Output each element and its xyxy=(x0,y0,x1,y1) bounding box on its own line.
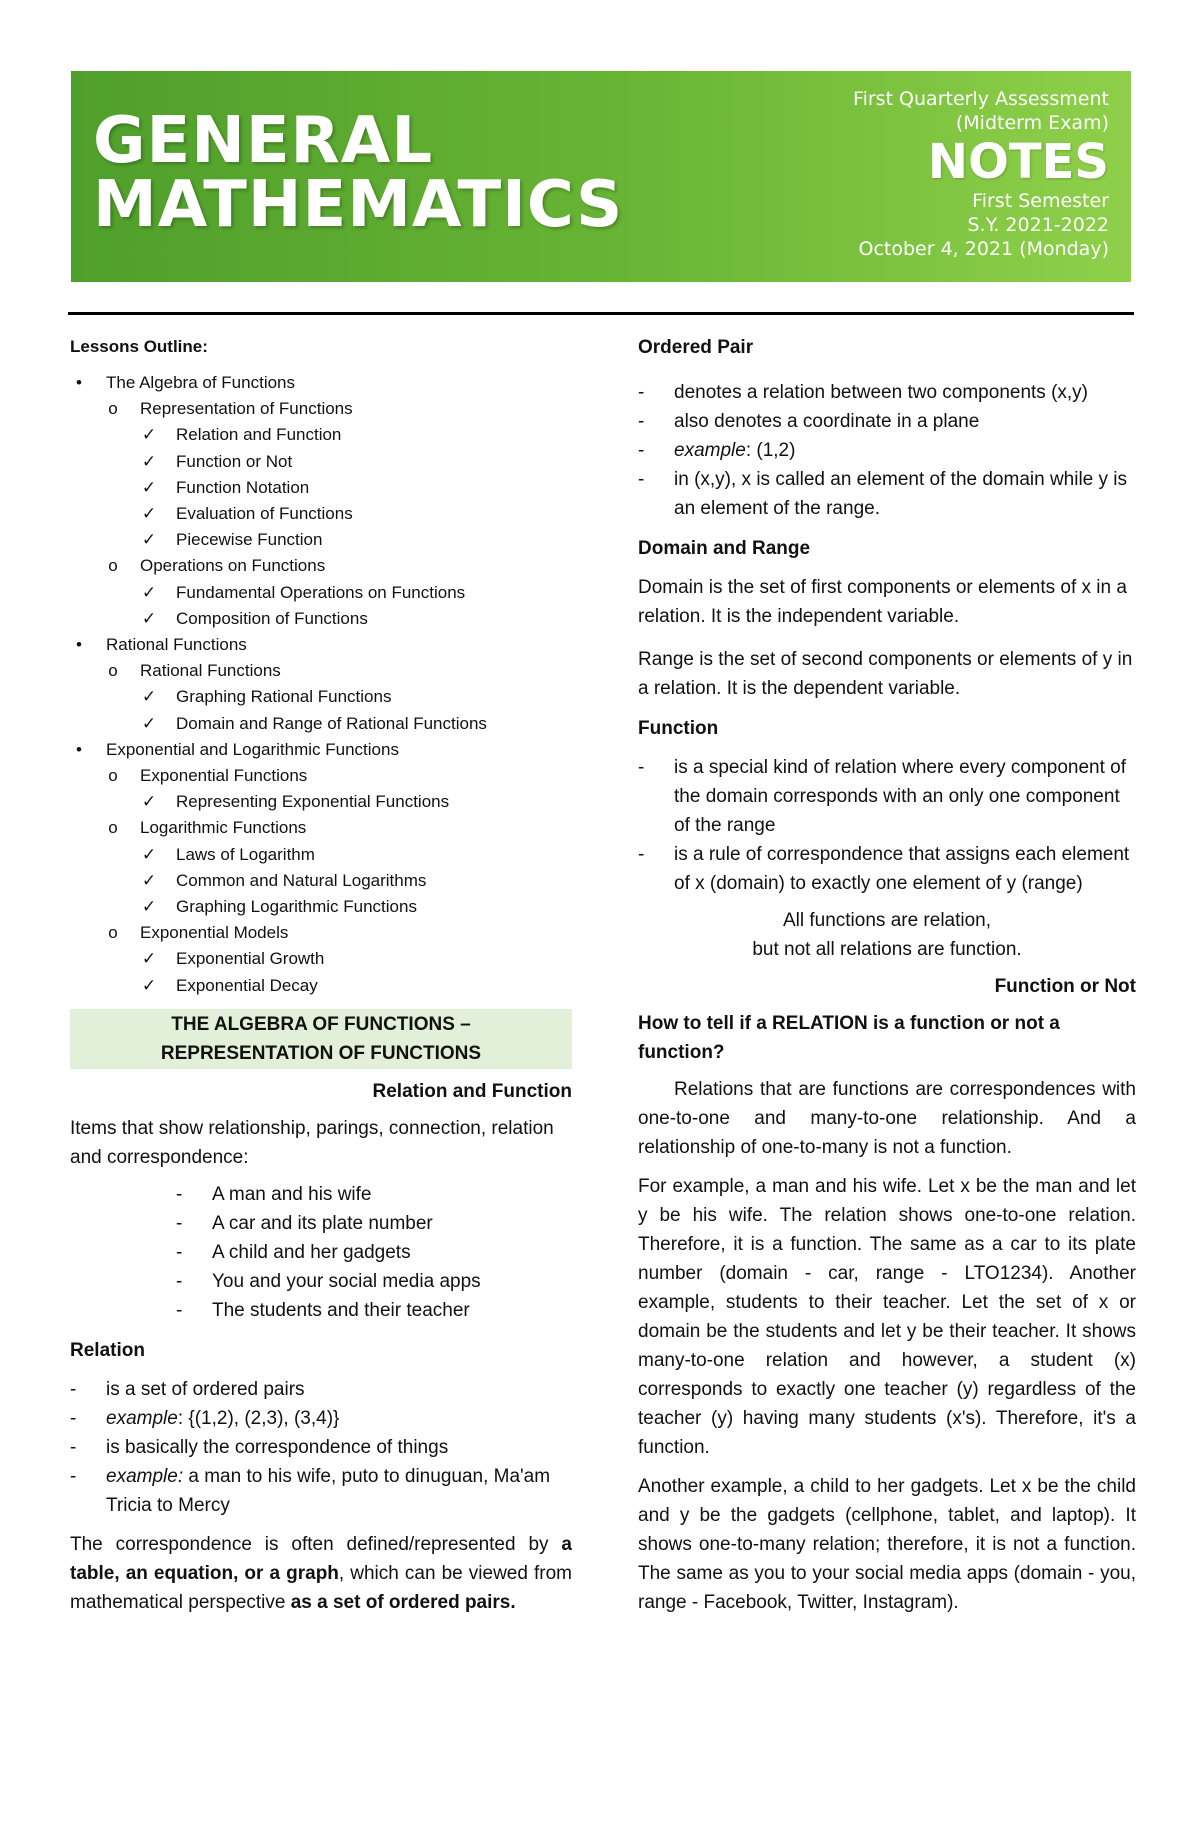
notes-label: NOTES xyxy=(927,134,1109,190)
list-item: - example: {(1,2), (2,3), (3,4)} xyxy=(70,1407,340,1429)
outline-item xyxy=(70,370,572,396)
checkmark-icon: ✓ xyxy=(141,530,157,550)
bullet-icon: • xyxy=(76,373,82,392)
outline-item xyxy=(70,789,572,815)
paragraph-3: Another example, a child to her gadgets. Let x be the child and y be the gadgets (cellphone, tablet, and laptop). It shows one-to-many relation; therefore, it is not a function. The same as you to your social media apps (domain - you, range - Facebook, Twitter, Instagram). xyxy=(638,1476,1136,1613)
outline-item-label: Rational Functions xyxy=(140,661,281,681)
list-item: - example: a man to his wife, puto to dinuguan, Ma'am Tricia to Mercy xyxy=(70,1465,551,1516)
banner-title-line1: GENERAL xyxy=(93,104,434,178)
checkmark-icon: ✓ xyxy=(141,504,157,524)
outline-item-label: Relation and Function xyxy=(176,425,342,445)
semester-label: First Semester xyxy=(972,190,1109,212)
domain-paragraph: Domain is the set of first components or elements of x in a relation. It is the independent variable. xyxy=(638,577,1127,627)
function-or-not-heading: Function or Not xyxy=(994,976,1136,997)
checkmark-icon: ✓ xyxy=(141,949,157,969)
outline-item xyxy=(70,763,572,789)
list-item: - example: (1,2) xyxy=(638,440,796,461)
outline-item-label: Rational Functions xyxy=(106,635,247,655)
list-item: - A man and his wife xyxy=(176,1183,372,1205)
list-item: - also denotes a coordinate in a plane xyxy=(638,411,980,432)
circle-bullet-icon: o xyxy=(108,818,118,838)
outline-item-label: Function Notation xyxy=(176,477,310,497)
list-item: - The students and their teacher xyxy=(176,1299,470,1321)
list-item: - denotes a relation between two components (x,y) xyxy=(638,382,1089,403)
correspondence-paragraph: The correspondence is often defined/represented by a table, an equation, or a graph, which can be viewed from mathematical perspective as a set of ordered pairs. xyxy=(70,1533,572,1613)
domain-range-heading: Domain and Range xyxy=(638,538,811,559)
outline-item-label: Exponential and Logarithmic Functions xyxy=(106,739,399,759)
outline-item xyxy=(70,894,572,920)
outline-item xyxy=(70,868,572,894)
outline-item xyxy=(70,815,572,841)
outline-item-label: Exponential Models xyxy=(140,923,289,943)
list-item: - in (x,y), x is called an element of the domain while y is an element of the range. xyxy=(638,469,1128,519)
items-list xyxy=(70,1180,572,1325)
outline-item-label: Logarithmic Functions xyxy=(140,818,307,838)
circle-bullet-icon: o xyxy=(108,661,118,681)
outline-heading: Lessons Outline: xyxy=(70,337,208,356)
right-column xyxy=(638,334,1136,1617)
outline-item xyxy=(70,449,572,475)
outline-item xyxy=(70,973,572,999)
checkmark-icon: ✓ xyxy=(141,792,157,812)
list-item: - You and your social media apps xyxy=(176,1270,481,1292)
outline-item-label: Evaluation of Functions xyxy=(176,504,353,524)
outline-item-label: Function or Not xyxy=(176,451,293,471)
checkmark-icon: ✓ xyxy=(141,713,157,733)
outline-item-label: Exponential Functions xyxy=(140,766,308,786)
outline-item xyxy=(70,711,572,737)
checkmark-icon: ✓ xyxy=(141,477,157,497)
circle-bullet-icon: o xyxy=(108,556,118,576)
range-paragraph: Range is the set of second components or elements of y in a relation. It is the dependent variable. xyxy=(638,649,1133,699)
outline-item-label: Representing Exponential Functions xyxy=(176,792,450,812)
outline-item-label: Graphing Rational Functions xyxy=(176,687,392,707)
outline-item-label: Common and Natural Logarithms xyxy=(176,870,427,890)
circle-bullet-icon: o xyxy=(108,399,118,419)
ordered-pair-heading: Ordered Pair xyxy=(638,337,754,358)
outline-item-label: Domain and Range of Rational Functions xyxy=(176,713,487,733)
outline-item xyxy=(70,527,572,553)
relation-list xyxy=(70,1375,572,1520)
items-intro: Items that show relationship, parings, connection, relation and correspondence: xyxy=(70,1117,554,1168)
date-label: October 4, 2021 (Monday) xyxy=(858,238,1109,260)
banner-title-line2: MATHEMATICS xyxy=(93,168,624,242)
function-list xyxy=(638,753,1136,898)
assessment-label: First Quarterly Assessment xyxy=(853,88,1109,110)
outline-item xyxy=(70,946,572,972)
outline-item-label: Fundamental Operations on Functions xyxy=(176,582,466,602)
function-heading: Function xyxy=(638,718,719,739)
checkmark-icon: ✓ xyxy=(141,451,157,471)
outline-item xyxy=(70,422,572,448)
outline-item xyxy=(70,658,572,684)
outline-item-label: Exponential Decay xyxy=(176,975,318,995)
outline-item xyxy=(70,580,572,606)
outline-item-label: Composition of Functions xyxy=(176,608,368,628)
section-banner-line1: THE ALGEBRA OF FUNCTIONS – xyxy=(171,1013,471,1035)
checkmark-icon: ✓ xyxy=(141,975,157,995)
outline-item-label: The Algebra of Functions xyxy=(106,373,296,392)
banner-info xyxy=(853,87,1109,261)
list-item: - A child and her gadgets xyxy=(176,1241,411,1263)
outline-item xyxy=(70,396,572,422)
outline-item-label: Piecewise Function xyxy=(176,530,323,550)
outline-item-label: Operations on Functions xyxy=(140,556,326,576)
list-item: - is basically the correspondence of things xyxy=(70,1436,449,1458)
outline-item-label: Exponential Growth xyxy=(176,949,325,969)
relation-heading: Relation xyxy=(70,1339,145,1361)
banner-title xyxy=(93,104,624,242)
outline-item-label: Representation of Functions xyxy=(140,399,353,419)
paragraph-1: Relations that are functions are correspondences with one-to-one and many-to-one relationship. And a relationship of one-to-many is not a function. xyxy=(638,1079,1136,1158)
left-column xyxy=(70,334,572,1617)
checkmark-icon: ✓ xyxy=(141,608,157,628)
outline-item xyxy=(70,920,572,946)
outline-item xyxy=(70,501,572,527)
outline-item xyxy=(70,553,572,579)
outline-item-label: Laws of Logarithm xyxy=(176,844,315,864)
paragraph-2: For example, a man and his wife. Let x be the man and let y be his wife. The relation shows one-to-one relation. Therefore, it is a function. The same as a car to its plate number (domain - car, range - LTO1234). Another example, students to their teacher. Let the set of x or domain be the students and let y be their teacher. It shows many-to-one relation and however, a student (x) corresponds to exactly one teacher (y) regardless of the teacher (y) having many students (x's). Therefore, it's a function. xyxy=(638,1176,1136,1458)
outline-item xyxy=(70,737,572,763)
checkmark-icon: ✓ xyxy=(141,687,157,707)
outline-item xyxy=(70,475,572,501)
function-quote: All functions are relation, but not all relations are function. xyxy=(752,910,1022,960)
school-year-label: S.Y. 2021-2022 xyxy=(967,214,1109,236)
outline-item xyxy=(70,684,572,710)
outline-item xyxy=(70,842,572,868)
section-banner xyxy=(70,1009,572,1069)
divider-rule xyxy=(68,312,1134,315)
checkmark-icon: ✓ xyxy=(141,897,157,917)
section-banner-line2: REPRESENTATION OF FUNCTIONS xyxy=(160,1042,482,1064)
ordered-pair-list xyxy=(638,378,1136,523)
exam-label: (Midterm Exam) xyxy=(955,112,1109,134)
bullet-icon: • xyxy=(76,739,82,759)
outline-item xyxy=(70,606,572,632)
circle-bullet-icon: o xyxy=(108,766,118,786)
checkmark-icon: ✓ xyxy=(141,582,157,602)
list-item: - is a special kind of relation where every component of the domain corresponds with an only one component of the range xyxy=(638,757,1127,836)
list-item: - A car and its plate number xyxy=(176,1212,433,1234)
outline-item xyxy=(70,632,572,658)
list-item: - is a set of ordered pairs xyxy=(70,1378,305,1400)
relation-function-heading: Relation and Function xyxy=(372,1080,572,1102)
bullet-icon: • xyxy=(76,635,82,655)
checkmark-icon: ✓ xyxy=(141,425,157,445)
lessons-outline xyxy=(70,370,572,999)
how-heading: How to tell if a RELATION is a function or not a function? xyxy=(638,1013,1060,1063)
header-banner xyxy=(71,71,1131,282)
checkmark-icon: ✓ xyxy=(141,844,157,864)
checkmark-icon: ✓ xyxy=(141,870,157,890)
outline-item-label: Graphing Logarithmic Functions xyxy=(176,897,417,917)
circle-bullet-icon: o xyxy=(108,923,118,943)
list-item: - is a rule of correspondence that assigns each element of x (domain) to exactly one element of y (range) xyxy=(638,844,1130,894)
